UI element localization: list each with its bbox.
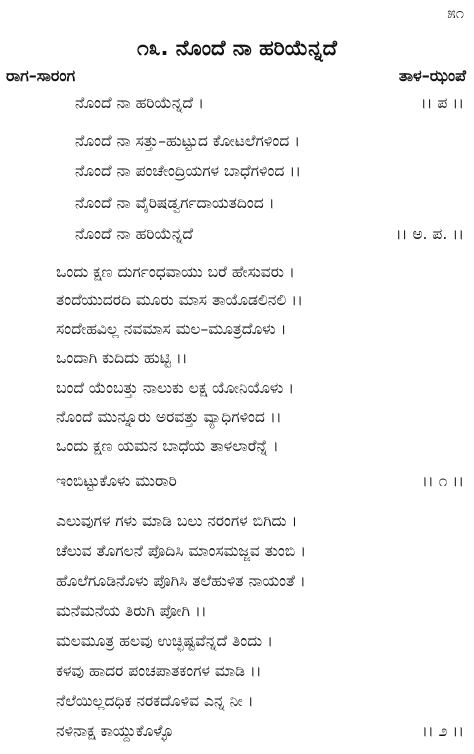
stanza2-line: ನೆಲೆಯಿಲ್ಲದಧಿಕ ನರಕದೊಳಿವ ಎನ್ನ ನೀ । (56, 692, 254, 710)
stanza1-line: ತಂದೆಯುದರದಿ ಮೂರು ಮಾಸ ತಾಯೊಡಲಿನಲಿ ।। (56, 291, 303, 309)
page-number: ೫೧ (447, 4, 464, 22)
stanza2-line: ಕಳವು ಹಾದರ ಪಂಚಪಾತಕಂಗಳ ಮಾಡಿ ।। (56, 662, 262, 680)
stanza2-line: ಚೆಲುವ ತೊಗಲನೆ ಪೊದಿಸಿ ಮಾಂಸಮಜ್ಜವ ತುಂಬಿ । (56, 542, 307, 560)
anupallavi-line: ನೊಂದೆ ನಾ ವೈರಿಷಡ್ವರ್ಗದಾಯತದಿಂದ । (75, 194, 275, 212)
stanza1-line: ಬಂದೆ ಯೆಂಬತ್ತು ನಾಲುಕು ಲಕ್ಷ ಯೋನಿಯೊಳು । (56, 379, 295, 397)
stanza2-marker: ।। ೨ ।। (421, 722, 464, 740)
anupallavi-marker: ।। ಅ. ಪ. ।। (395, 225, 464, 243)
pallavi-line: ನೊಂದೆ ನಾ ಹರಿಯೆನ್ನದೆ । (75, 94, 204, 112)
anupallavi-line: ನೊಂದೆ ನಾ ಪಂಚೇಂದ್ರಿಯಗಳ ಬಾಧೆಗಳಿಂದ ।। (75, 162, 302, 180)
stanza1-line: ಇಂಬಿಟ್ಟುಕೊಳು ಮುರಾರಿ (56, 472, 177, 490)
tala-label: ತಾಳ–ಝಂಪೆ (398, 66, 466, 85)
stanza2-line: ಮಲಮೂತ್ರ ಹಲವು ಉಚ್ಛಿಷ್ಟವೆನ್ನದೆ ತಿಂದು । (56, 632, 273, 650)
stanza1-marker: ।। ೧ ।। (421, 472, 464, 490)
stanza2-line: ನಳಿನಾಕ್ಷ ಕಾಯ್ದುಕೊಳ್ಳೊ (56, 722, 174, 740)
stanza1-line: ಒಂದಾಗಿ ಕುದಿದು ಹುಟ್ಟಿ ।। (56, 349, 188, 367)
stanza2-line: ಮನೆಮನೆಯ ತಿರುಗಿ ಪೋಗಿ ।। (56, 602, 207, 620)
stanza1-line: ಒಂದು ಕ್ಷಣ ದುರ್ಗಂಧವಾಯು ಬರೆ ಹೇಸುವರು । (56, 263, 295, 281)
stanza2-line: ಎಲುವುಗಳ ಗಳು ಮಾಡಿ ಬಲು ನರಂಗಳ ಬಿಗಿದು । (56, 512, 298, 530)
stanza1-line: ಸಂದೇಹವಿಲ್ಲ ನವಮಾಸ ಮಲ–ಮೂತ್ರದೊಳು । (56, 320, 287, 338)
raga-label: ರಾಗ–ಸಾರಂಗ (6, 66, 76, 85)
song-title: ೧೩. ನೊಂದೆ ನಾ ಹರಿಯೆನ್ನದೆ (136, 36, 338, 60)
stanza2-line: ಹೊಲೆಗೂಡಿನೊಳು ಪೊಗಿಸಿ ತಲೆಹುಳಿತ ನಾಯಂತೆ । (56, 572, 306, 590)
anupallavi-line: ನೊಂದೆ ನಾ ಹರಿಯೆನ್ನದೆ (75, 225, 194, 243)
stanza1-line: ಒಂದು ಕ್ಷಣ ಯಮನ ಬಾಧೆಯ ತಾಳಲಾರೆನ್ನೆ । (56, 437, 279, 455)
stanza1-line: ನೊಂದೆ ಮುನ್ನೂರು ಅರವತ್ತು ವ್ಯಾಧಿಗಳಿಂದ ।। (56, 408, 282, 426)
anupallavi-line: ನೊಂದೆ ನಾ ಸತ್ತು–ಹುಟ್ಟುದ ಕೋಟಲೆಗಳಿಂದ । (75, 132, 301, 150)
pallavi-marker: ।। ಪ ।। (420, 94, 464, 112)
